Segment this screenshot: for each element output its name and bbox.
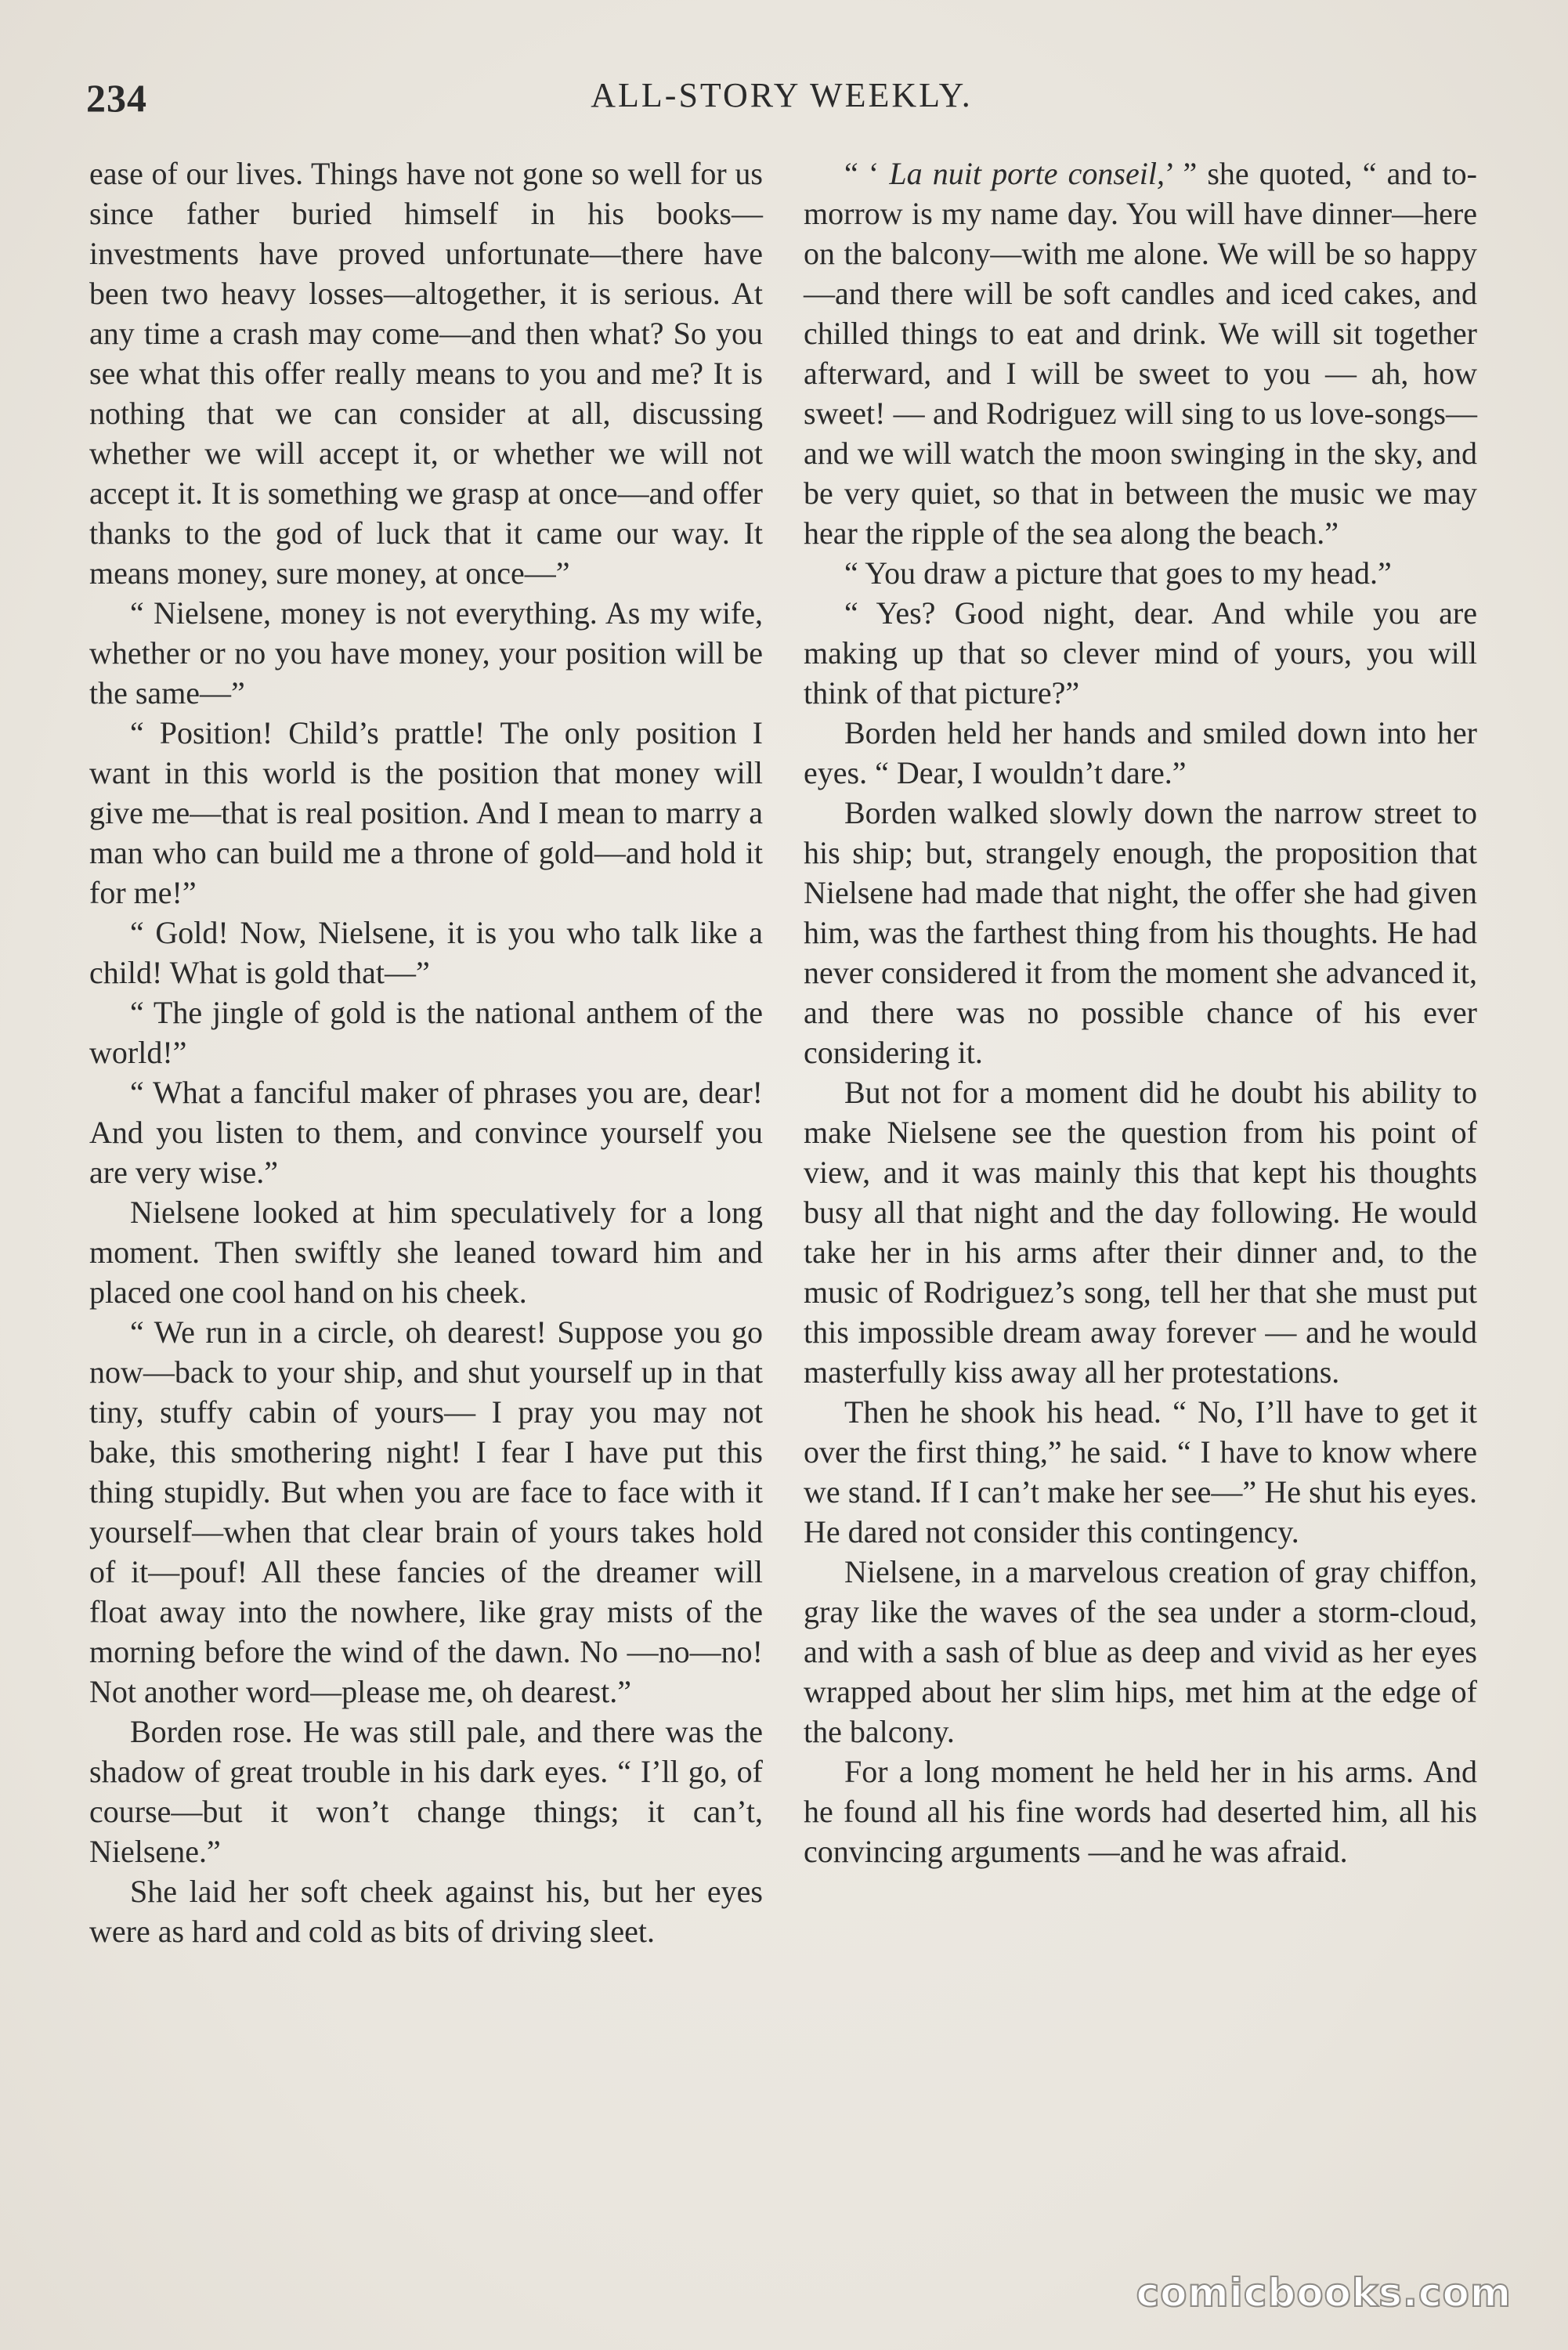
paragraph: But not for a moment did he doubt his ability to make Nielsene see the question from his point of view, and it was mainly this that kept his thoughts busy all that night and the day following. He would take her in his arms after their dinner and, to the music of Rodriguez’s song, tell her that she must put this impossible dream away forever — and he would masterfully kiss away all her protestations. bbox=[804, 1075, 1477, 1390]
paragraph: Nielsene, in a marvelous creation of gray chiffon, gray like the waves of the sea under a storm-cloud, and with a sash of blue as deep and vivid as her eyes wrapped about her slim hips, met him at the edge of the balcony. bbox=[804, 1554, 1477, 1749]
paragraph: “ Position! Child’s prattle! The only position I want in this world is the position that money will give me—that is real position. And I mean to marry a man who can build me a throne of gold—and hold it for me!” bbox=[89, 715, 763, 910]
paragraph: Borden held her hands and smiled down into her eyes. “ Dear, I wouldn’t dare.” bbox=[804, 715, 1477, 790]
paragraph: “ The jingle of gold is the national anthem of the world!” bbox=[89, 995, 763, 1070]
paragraph: ease of our lives. Things have not gone so well for us since father buried himself in his books—investments have proved unfortunate—there have been two heavy losses—altogether, it is serious. At any time a crash may come—and then what? So you see what this offer really means to you and me? It is nothing that we can consider at all, discussing whether we will accept it, or whether we will not accept it. It is something we grasp at once—and offer thanks to the god of luck that it came our way. It means money, sure money, at once—” bbox=[89, 156, 763, 591]
paragraph: She laid her soft cheek against his, but her eyes were as hard and cold as bits of driving sleet. bbox=[89, 1874, 763, 1949]
paragraph: “ ‘ La nuit porte conseil,’ ” she quoted, “ and to-morrow is my name day. You will have dinner—here on the balcony—with me alone. We will be so happy—and there will be soft candles and iced cakes, and chilled things to eat and drink. We will sit together afterward, and I will be sweet to you — ah, how sweet! — and Rodriguez will sing to us love-songs—and we will watch the moon swinging in the sky, and be very quiet, so that in between the music we may hear the ripple of the sea along the beach.” bbox=[804, 156, 1477, 551]
paragraph: “ What a fanciful maker of phrases you are, dear! And you listen to them, and convince yourself you are very wise.” bbox=[89, 1075, 763, 1190]
paragraph: “ Nielsene, money is not everything. As my wife, whether or no you have money, your position will be the same—” bbox=[89, 595, 763, 710]
paragraph: For a long moment he held her in his arms. And he found all his fine words had deserted him, all his convincing arguments —and he was afraid. bbox=[804, 1754, 1477, 1869]
right-column bbox=[804, 154, 1477, 1871]
paragraph: “ Yes? Good night, dear. And while you are making up that so clever mind of yours, you will think of that picture?” bbox=[804, 595, 1477, 710]
watermark-logo: comicbooks.com bbox=[1136, 2270, 1512, 2316]
page-header bbox=[86, 75, 1477, 122]
italic-phrase: La nuit porte conseil, bbox=[889, 156, 1165, 191]
paragraph: Then he shook his head. “ No, I’ll have to get it over the first thing,” he said. “ I have to know where we stand. If I can’t make her see—” He shut his eyes. He dared not consider this contingency. bbox=[804, 1394, 1477, 1549]
paragraph: “ You draw a picture that goes to my head.” bbox=[844, 555, 1392, 591]
paragraph: Borden walked slowly down the narrow street to his ship; but, strangely enough, the proposition that Nielsene had made that night, the offer she had given him, was the farthest thing from his thoughts. He had never considered it from the moment she advanced it, and there was no possible chance of his ever considering it. bbox=[804, 795, 1477, 1070]
page-number: 234 bbox=[86, 76, 147, 120]
paragraph: “ Gold! Now, Nielsene, it is you who talk like a child! What is gold that—” bbox=[89, 915, 763, 990]
left-column bbox=[89, 154, 763, 1951]
paragraph: Nielsene looked at him speculatively for a long moment. Then swiftly she leaned toward him and placed one cool hand on his cheek. bbox=[89, 1195, 763, 1310]
running-title: ALL-STORY WEEKLY. bbox=[591, 76, 973, 114]
paragraph: Borden rose. He was still pale, and there was the shadow of great trouble in his dark eyes. “ I’ll go, of course—but it won’t change things; it can’t, Nielsene.” bbox=[89, 1714, 763, 1869]
paragraph: “ We run in a circle, oh dearest! Suppose you go now—back to your ship, and shut yourself up in that tiny, stuffy cabin of yours— I pray you may not bake, this smothering night! I fear I have put this thing stupidly. But when you are face to face with it yourself—when that clear brain of yours takes hold of it—pouf! All these fancies of the dreamer will float away into the nowhere, like gray mists of the morning before the wind of the dawn. No —no—no! Not another word—please me, oh dearest.” bbox=[89, 1314, 763, 1709]
